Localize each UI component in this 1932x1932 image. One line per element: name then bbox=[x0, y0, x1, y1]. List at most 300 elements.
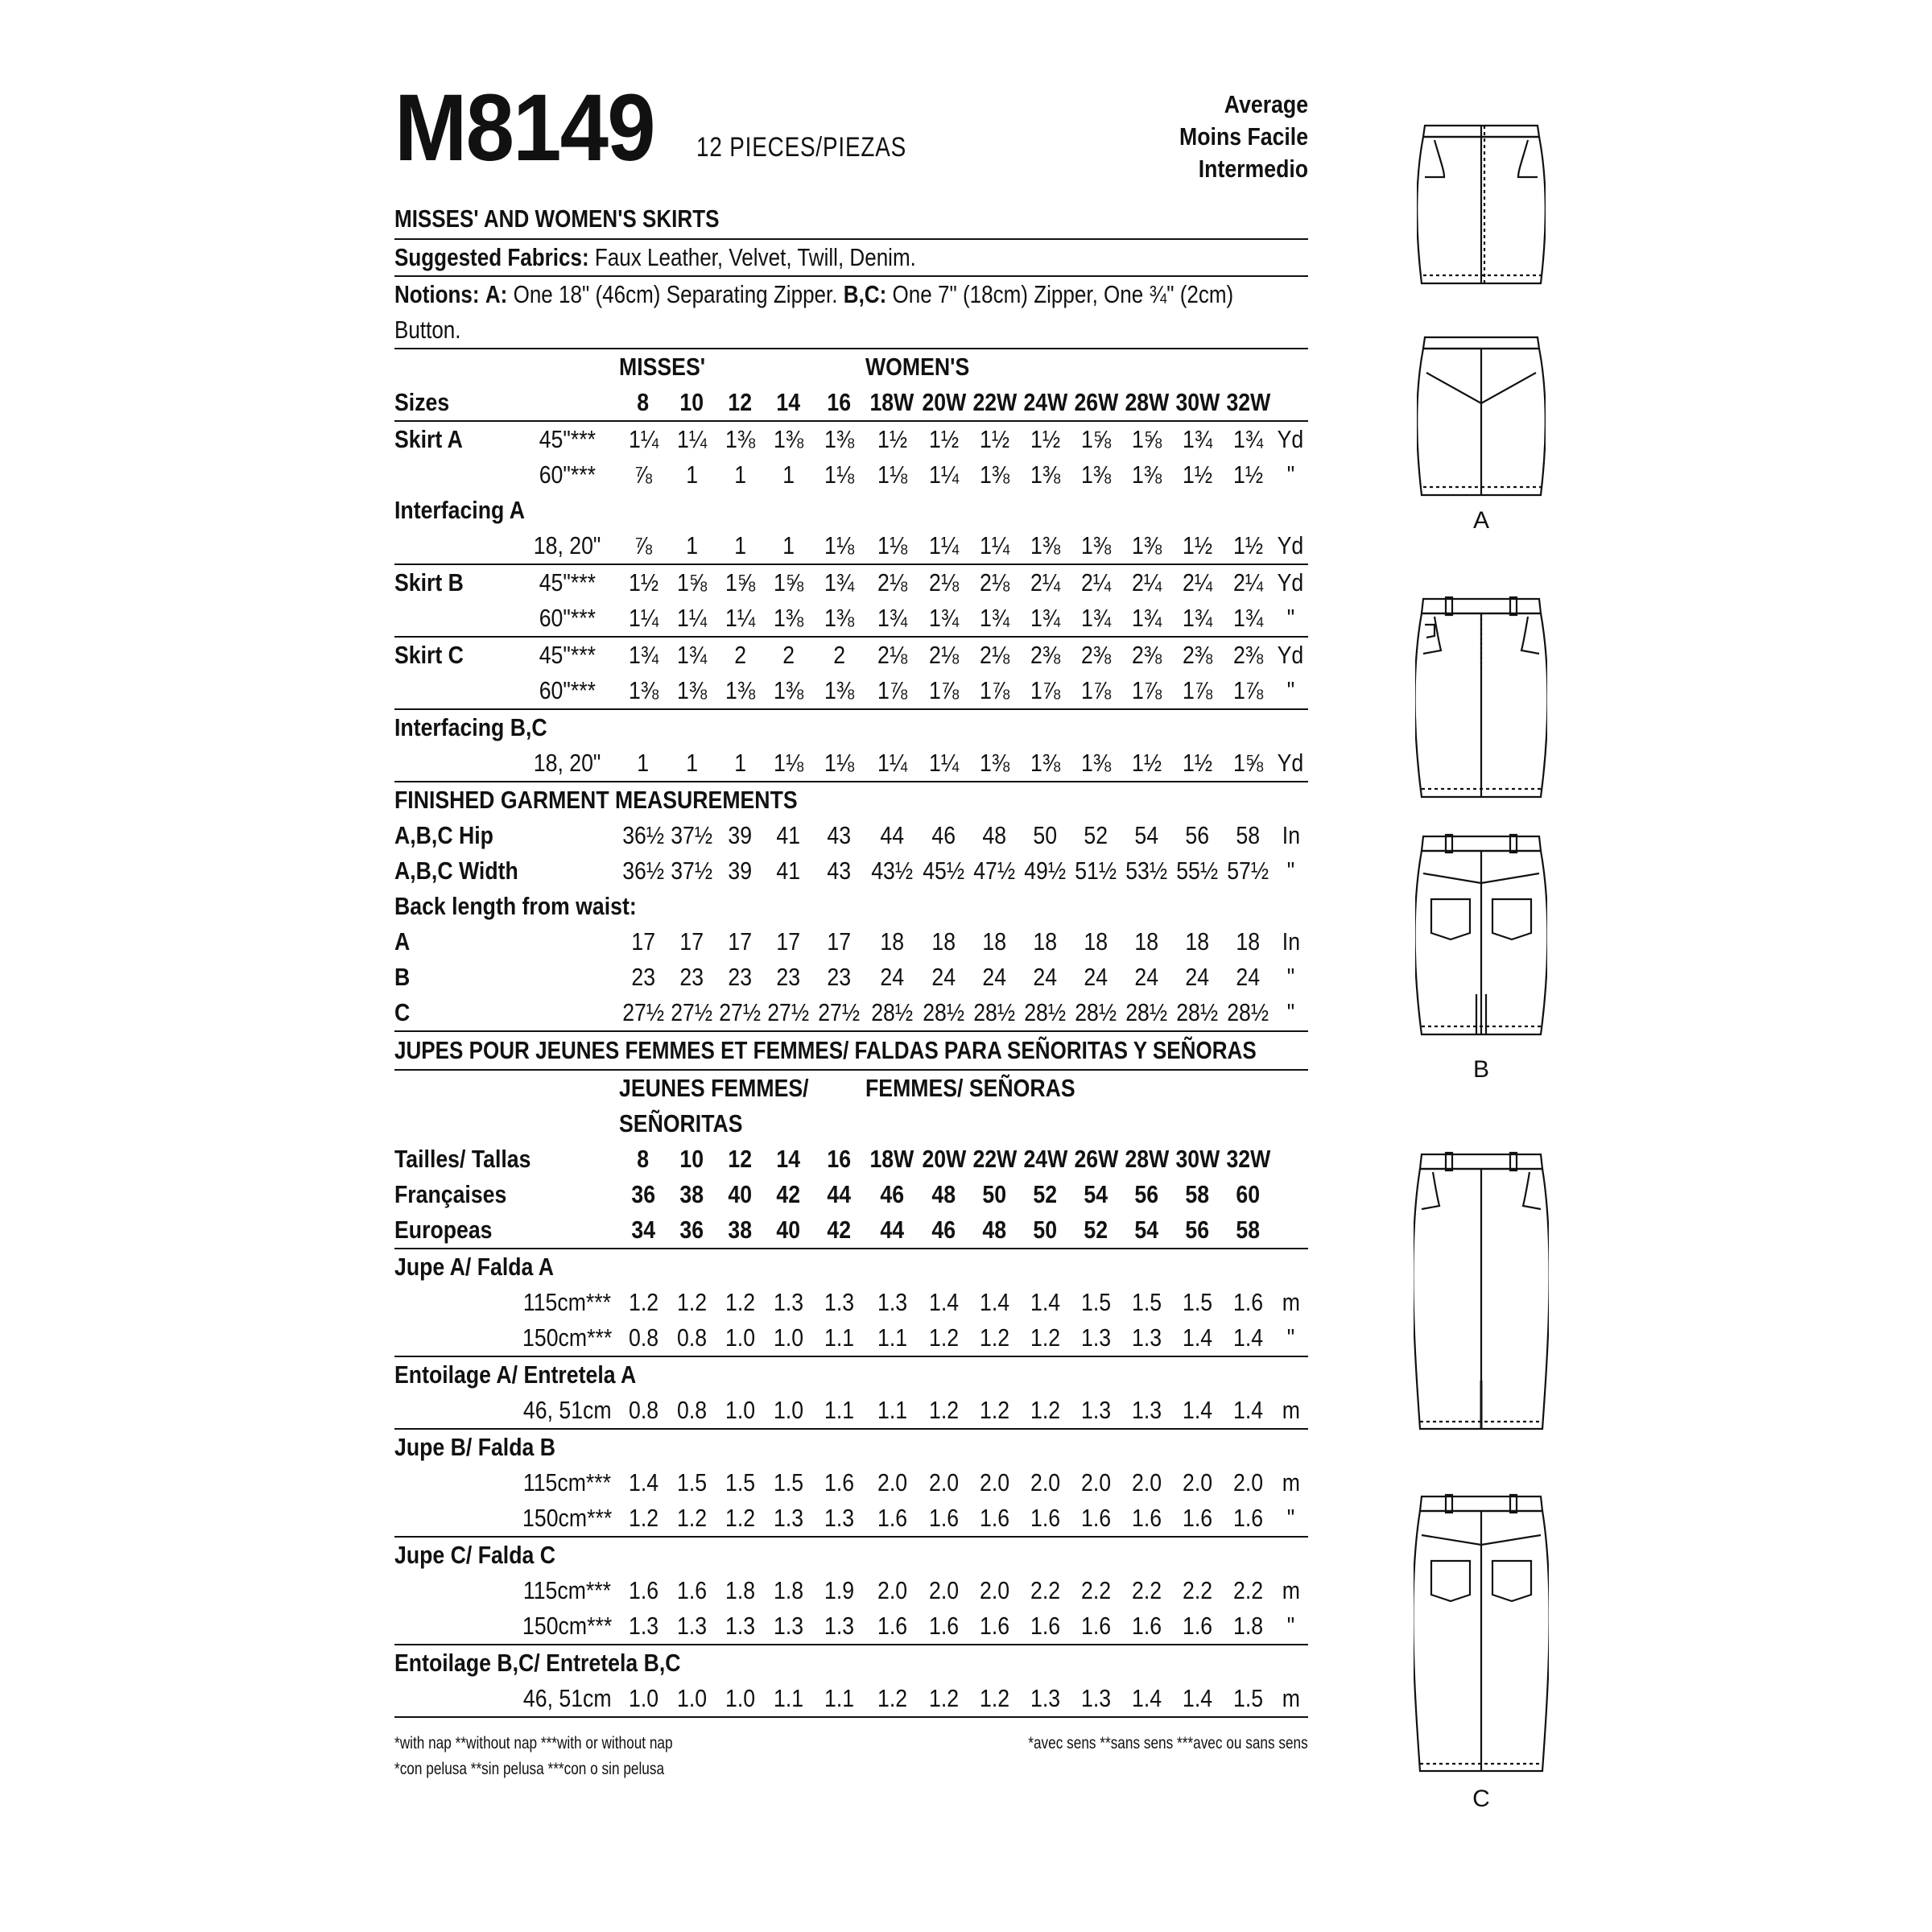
yardage-cell: 1.4 bbox=[929, 1288, 960, 1316]
yardage-cell: 1.8 bbox=[1223, 1608, 1274, 1645]
metric-yardage-row bbox=[394, 1573, 1308, 1608]
yardage-cell: 1¾ bbox=[865, 601, 919, 637]
yardage-cell: 1¾ bbox=[1071, 601, 1121, 637]
measurement-cell: 17 bbox=[631, 927, 655, 956]
yardage-cell: 1½ bbox=[877, 425, 907, 453]
yardage-cell: 1.6 bbox=[1020, 1608, 1071, 1645]
yardage-cell bbox=[764, 709, 812, 745]
yardage-cell bbox=[919, 493, 969, 528]
unit-cell: m bbox=[1282, 1576, 1300, 1604]
yardage-cell: 1.0 bbox=[764, 1393, 812, 1429]
yardage-cell bbox=[667, 493, 716, 528]
unit-cell: " bbox=[1274, 995, 1308, 1031]
yardage-cell bbox=[969, 709, 1020, 745]
yardage-cell: 1.3 bbox=[1121, 1393, 1172, 1429]
measurement-cell: 28½ bbox=[1121, 995, 1172, 1031]
yardage-cell: 1.1 bbox=[764, 1681, 812, 1717]
yardage-cell: 1¼ bbox=[716, 601, 764, 637]
size-cell: 58 bbox=[1185, 1180, 1210, 1208]
femmes-group-label: FEMMES/ SEÑORAS bbox=[865, 1074, 1076, 1102]
measurement-label: A bbox=[394, 927, 411, 956]
yardage-cell: 1½ bbox=[628, 568, 658, 597]
unit-cell: In bbox=[1282, 927, 1300, 956]
yardage-cell: 1½ bbox=[1232, 460, 1263, 489]
yardage-cell bbox=[619, 709, 667, 745]
yardage-cell: 1.2 bbox=[628, 1288, 658, 1316]
yardage-cell: 2.0 bbox=[1131, 1468, 1162, 1496]
unit-cell: " bbox=[1274, 673, 1308, 709]
unit-cell: Yd bbox=[1274, 745, 1308, 782]
unit-cell: " bbox=[1286, 857, 1295, 885]
fabric-width: 46, 51cm bbox=[515, 1681, 619, 1717]
yardage-cell: 1⅜ bbox=[1080, 460, 1112, 489]
yardage-cell: 1.0 bbox=[716, 1393, 764, 1429]
size-cell: 42 bbox=[812, 1212, 865, 1249]
measurement-cell: 57½ bbox=[1227, 857, 1269, 885]
yardage-cell: 1.5 bbox=[1223, 1681, 1274, 1717]
unit-cell: " bbox=[1274, 601, 1308, 637]
yardage-cell: 1.3 bbox=[812, 1501, 865, 1537]
yardage-cell: 1¼ bbox=[667, 601, 716, 637]
yardage-cell bbox=[969, 493, 1020, 528]
finished-measurements-title: FINISHED GARMENT MEASUREMENTS bbox=[394, 786, 798, 814]
yardage-cell: 1⅜ bbox=[764, 601, 812, 637]
yardage-cell: 1¾ bbox=[1172, 601, 1223, 637]
yardage-cell: 1 bbox=[667, 745, 716, 782]
measurement-label: A,B,C Width bbox=[394, 857, 518, 885]
garment-title: MISSES' AND WOMEN'S SKIRTS bbox=[394, 201, 1308, 240]
yardage-cell: 1.6 bbox=[1223, 1501, 1274, 1537]
yardage-cell: 1.8 bbox=[773, 1576, 803, 1604]
size-cell: 44 bbox=[865, 1212, 919, 1249]
measurement-cell: 41 bbox=[776, 857, 801, 885]
yardage-cell: 1 bbox=[764, 528, 812, 564]
measurement-cell bbox=[1020, 889, 1071, 924]
yardage-cell: 1.0 bbox=[716, 1320, 764, 1356]
yardage-cell: 1.3 bbox=[1121, 1320, 1172, 1356]
header bbox=[394, 75, 1308, 201]
measurement-cell: 55½ bbox=[1176, 857, 1219, 885]
yardage-cell: 1.3 bbox=[764, 1608, 812, 1645]
yardage-cell: 1¾ bbox=[628, 641, 658, 669]
yardage-cell: 1.4 bbox=[1172, 1320, 1223, 1356]
yardage-cell: 1.1 bbox=[865, 1393, 919, 1429]
fabric-width: 150cm*** bbox=[515, 1320, 619, 1356]
measurement-cell: 23 bbox=[728, 963, 753, 991]
yardage-label: Skirt C bbox=[394, 641, 464, 669]
yardage-cell: 1¾ bbox=[676, 641, 707, 669]
size-cell: 60 bbox=[1236, 1180, 1261, 1208]
yardage-cell: 1.3 bbox=[1020, 1681, 1071, 1717]
yardage-cell: 1 bbox=[716, 745, 764, 782]
yardage-cell: 1⅜ bbox=[716, 673, 764, 709]
measurement-cell: 37½ bbox=[671, 857, 713, 885]
sizes-row bbox=[394, 385, 1308, 421]
metric-fabric-title: Jupe B/ Falda B bbox=[394, 1433, 555, 1461]
yardage-cell: 1¼ bbox=[619, 601, 667, 637]
size-cell: 38 bbox=[679, 1180, 704, 1208]
size-cell: 10 bbox=[679, 1145, 704, 1173]
yardage-label: Interfacing B,C bbox=[394, 713, 547, 741]
yardage-cell bbox=[919, 709, 969, 745]
fabric-width: 60"*** bbox=[515, 673, 619, 709]
yardage-cell: ⅞ bbox=[634, 460, 653, 489]
measurement-cell: 18 bbox=[880, 927, 905, 956]
measurement-cell: 28½ bbox=[1223, 995, 1274, 1031]
size-cell: 48 bbox=[969, 1212, 1020, 1249]
yardage-cell bbox=[1172, 493, 1223, 528]
unit-cell: m bbox=[1274, 1681, 1308, 1717]
size-cell: 56 bbox=[1172, 1212, 1223, 1249]
measurement-cell: 24 bbox=[1033, 963, 1058, 991]
footnotes bbox=[394, 1731, 1308, 1795]
measurement-cell: 17 bbox=[827, 927, 852, 956]
measurement-label: C bbox=[394, 995, 619, 1031]
size-cell: 30W bbox=[1175, 1145, 1220, 1173]
measurement-cell: 36½ bbox=[622, 857, 665, 885]
size-cell: 58 bbox=[1223, 1212, 1274, 1249]
yardage-cell: 1⅞ bbox=[1071, 673, 1121, 709]
yardage-cell: 1 bbox=[619, 745, 667, 782]
yardage-cell: 2.2 bbox=[1182, 1576, 1212, 1604]
size-cell: 24W bbox=[1023, 1145, 1068, 1173]
yardage-cell: 1.4 bbox=[628, 1468, 658, 1496]
yardage-cell: 1.2 bbox=[969, 1681, 1020, 1717]
yardage-cell: 1⅞ bbox=[865, 673, 919, 709]
yardage-cell: 1.2 bbox=[724, 1288, 755, 1316]
measurement-cell: 18 bbox=[1236, 927, 1261, 956]
size-cell: 42 bbox=[776, 1180, 801, 1208]
size-cell: 32W bbox=[1226, 1145, 1271, 1173]
yardage-cell: 1⅛ bbox=[812, 528, 865, 564]
measurement-cell: 46 bbox=[931, 821, 956, 849]
yardage-cell: 1.6 bbox=[919, 1608, 969, 1645]
yardage-cell: 1.5 bbox=[724, 1468, 755, 1496]
size-cell: 26W bbox=[1071, 385, 1121, 421]
yardage-cell bbox=[1020, 493, 1071, 528]
metric-yardage-row bbox=[394, 1501, 1308, 1537]
unit-cell: Yd bbox=[1278, 641, 1304, 669]
unit-cell: m bbox=[1282, 1468, 1300, 1496]
senoritas-group-label: SEÑORITAS bbox=[619, 1109, 743, 1137]
yardage-cell: 1.5 bbox=[676, 1468, 707, 1496]
yardage-cell: 1⅞ bbox=[1223, 673, 1274, 709]
measurement-cell: 28½ bbox=[969, 995, 1020, 1031]
yardage-cell: 1.3 bbox=[667, 1608, 716, 1645]
measurement-cell bbox=[812, 889, 865, 924]
size-cell: 54 bbox=[1084, 1180, 1108, 1208]
yardage-row bbox=[394, 528, 1308, 564]
size-cell: 20W bbox=[919, 385, 969, 421]
yardage-cell: 0.8 bbox=[619, 1320, 667, 1356]
unit-cell: " bbox=[1274, 1320, 1308, 1356]
yardage-cell: 1.2 bbox=[667, 1501, 716, 1537]
suggested-fabrics: Suggested Fabrics: Faux Leather, Velvet, Twill, Denim. bbox=[394, 240, 1308, 277]
metric-size-label: Françaises bbox=[394, 1180, 507, 1208]
yardage-cell: 2.2 bbox=[1232, 1576, 1263, 1604]
yardage-cell: 1½ bbox=[1030, 425, 1061, 453]
yardage-cell: 2⅛ bbox=[929, 568, 960, 597]
yardage-cell: 1⅜ bbox=[1020, 528, 1071, 564]
yardage-cell: 1½ bbox=[980, 425, 1010, 453]
difficulty-en: Average bbox=[1224, 90, 1308, 118]
yardage-cell: 1 bbox=[782, 460, 795, 489]
yardage-table bbox=[394, 349, 1308, 1032]
yardage-cell bbox=[1020, 709, 1071, 745]
yardage-cell bbox=[667, 709, 716, 745]
yardage-cell bbox=[812, 709, 865, 745]
jeunes-group-label: JEUNES FEMMES/ bbox=[619, 1074, 809, 1102]
skirt-a-back-drawing bbox=[1417, 334, 1546, 503]
yardage-label bbox=[394, 673, 515, 709]
sizes-label: Sizes bbox=[394, 385, 619, 421]
yardage-cell: 1⅜ bbox=[1121, 528, 1172, 564]
yardage-cell: 1.3 bbox=[773, 1288, 803, 1316]
metric-fabric-title: Jupe A/ Falda A bbox=[394, 1253, 555, 1281]
yardage-cell: 1.6 bbox=[1172, 1608, 1223, 1645]
skirt-a-front-drawing bbox=[1417, 122, 1546, 291]
yardage-cell: 1.8 bbox=[724, 1576, 755, 1604]
yardage-cell bbox=[619, 493, 667, 528]
metric-size-label: Europeas bbox=[394, 1212, 619, 1249]
fabric-width: 115cm*** bbox=[523, 1576, 612, 1604]
unit-cell: m bbox=[1282, 1288, 1300, 1316]
yardage-cell: 1⅜ bbox=[812, 673, 865, 709]
size-cell: 26W bbox=[1074, 1145, 1119, 1173]
measurement-cell: 39 bbox=[728, 857, 753, 885]
size-cell: 36 bbox=[631, 1180, 655, 1208]
measurement-cell: 28½ bbox=[1071, 995, 1121, 1031]
yardage-cell: 1.2 bbox=[1020, 1393, 1071, 1429]
size-cell: 8 bbox=[619, 385, 667, 421]
yardage-cell: 1⅝ bbox=[676, 568, 707, 597]
size-cell: 56 bbox=[1134, 1180, 1159, 1208]
size-cell: 14 bbox=[764, 385, 812, 421]
yardage-cell: 1.3 bbox=[716, 1608, 764, 1645]
yardage-cell: 1.6 bbox=[1071, 1608, 1121, 1645]
size-cell: 52 bbox=[1033, 1180, 1058, 1208]
size-cell: 24W bbox=[1020, 385, 1071, 421]
metric-fabric-title: Entoilage B,C/ Entretela B,C bbox=[394, 1649, 681, 1677]
yardage-cell: 2.0 bbox=[877, 1468, 907, 1496]
yardage-cell: 2.0 bbox=[1080, 1468, 1112, 1496]
yardage-cell: 1.0 bbox=[764, 1320, 812, 1356]
yardage-row bbox=[394, 457, 1308, 493]
unit-cell: m bbox=[1274, 1393, 1308, 1429]
yardage-cell: 1.6 bbox=[1071, 1501, 1121, 1537]
measurement-cell: 27½ bbox=[667, 995, 716, 1031]
yardage-cell: 1.3 bbox=[764, 1501, 812, 1537]
yardage-cell: 1⅜ bbox=[1071, 528, 1121, 564]
measurement-cell: 39 bbox=[728, 821, 753, 849]
yardage-label bbox=[394, 601, 515, 637]
yardage-cell: 1⅝ bbox=[1080, 425, 1112, 453]
yardage-cell: 1.4 bbox=[1172, 1393, 1223, 1429]
measurement-cell: 17 bbox=[728, 927, 753, 956]
measurement-label: B bbox=[394, 963, 411, 991]
pattern-code: M8149 bbox=[394, 75, 654, 181]
yardage-cell: 1½ bbox=[1172, 528, 1223, 564]
yardage-cell: 1.2 bbox=[1020, 1320, 1071, 1356]
yardage-cell: 2⅛ bbox=[980, 641, 1010, 669]
yardage-cell: 2⅛ bbox=[877, 568, 907, 597]
unit-cell bbox=[1274, 889, 1308, 924]
yardage-cell: 1.2 bbox=[919, 1393, 969, 1429]
yardage-cell: 1⅝ bbox=[724, 568, 755, 597]
measurement-row bbox=[394, 924, 1308, 960]
yardage-cell: 2.2 bbox=[1131, 1576, 1162, 1604]
yardage-cell: 1.6 bbox=[919, 1501, 969, 1537]
measurement-cell: 24 bbox=[1134, 963, 1159, 991]
measurement-label: A,B,C Hip bbox=[394, 821, 493, 849]
size-cell: 40 bbox=[728, 1180, 753, 1208]
measurement-cell bbox=[667, 889, 716, 924]
yardage-cell: 1⅜ bbox=[667, 673, 716, 709]
unit-cell: " bbox=[1286, 460, 1295, 489]
yardage-cell: 1⅝ bbox=[1131, 425, 1162, 453]
yardage-cell: 2.2 bbox=[1080, 1576, 1112, 1604]
size-cell: 8 bbox=[637, 1145, 650, 1173]
metric-size-label: Tailles/ Tallas bbox=[394, 1145, 531, 1173]
measurement-cell: 27½ bbox=[812, 995, 865, 1031]
size-cell: 22W bbox=[972, 1145, 1018, 1173]
measurement-cell: 24 bbox=[880, 963, 905, 991]
measurement-cell: 27½ bbox=[619, 995, 667, 1031]
metric-group-title-row bbox=[394, 1249, 1308, 1285]
yardage-cell: 1⅞ bbox=[1020, 673, 1071, 709]
yardage-cell: 2¼ bbox=[1080, 568, 1112, 597]
yardage-row bbox=[394, 673, 1308, 709]
skirt-b-front-drawing bbox=[1415, 596, 1547, 805]
notions: Notions: A: One 18" (46cm) Separating Zipper. B,C: One 7" (18cm) Zipper, One ¾" (2cm) bbox=[394, 280, 1234, 308]
yardage-cell: 1.5 bbox=[1080, 1288, 1112, 1316]
measurement-cell: 23 bbox=[631, 963, 655, 991]
measurement-cell: 48 bbox=[982, 821, 1007, 849]
yardage-cell: 1.6 bbox=[824, 1468, 854, 1496]
yardage-label: Skirt B bbox=[394, 568, 464, 597]
yardage-cell: 1⅜ bbox=[773, 425, 803, 453]
yardage-cell: 1⅞ bbox=[919, 673, 969, 709]
size-cell: 22W bbox=[969, 385, 1020, 421]
yardage-cell: 1¾ bbox=[824, 568, 854, 597]
measurement-cell: 27½ bbox=[764, 995, 812, 1031]
yardage-cell: ⅞ bbox=[619, 528, 667, 564]
unit-cell: Yd bbox=[1278, 425, 1304, 453]
metric-yardage-row bbox=[394, 1465, 1308, 1501]
yardage-row bbox=[394, 421, 1308, 457]
yardage-cell: 1¾ bbox=[1223, 601, 1274, 637]
fabric-width: 45"*** bbox=[539, 568, 596, 597]
measurement-cell: 18 bbox=[1033, 927, 1058, 956]
size-cell: 12 bbox=[728, 1145, 753, 1173]
unit-cell: " bbox=[1286, 963, 1295, 991]
yardage-cell: 2.0 bbox=[877, 1576, 907, 1604]
size-cell: 46 bbox=[880, 1180, 905, 1208]
yardage-cell: 1¼ bbox=[628, 425, 658, 453]
yardage-cell: 1.2 bbox=[919, 1320, 969, 1356]
measurement-cell: 24 bbox=[931, 963, 956, 991]
yardage-cell: 1⅜ bbox=[812, 601, 865, 637]
size-cell: 14 bbox=[776, 1145, 801, 1173]
metric-group-title-row bbox=[394, 1429, 1308, 1465]
metric-yardage-row bbox=[394, 1393, 1308, 1429]
yardage-cell: 1¼ bbox=[676, 425, 707, 453]
size-cell: 38 bbox=[716, 1212, 764, 1249]
fabric-width: 150cm*** bbox=[515, 1501, 619, 1537]
fabric-width: 150cm*** bbox=[515, 1608, 619, 1645]
size-cell: 36 bbox=[667, 1212, 716, 1249]
skirt-c-back-drawing bbox=[1414, 1493, 1549, 1779]
size-cell: 44 bbox=[827, 1180, 852, 1208]
measurement-cell: 17 bbox=[776, 927, 801, 956]
yardage-cell: 1¾ bbox=[1020, 601, 1071, 637]
size-cell: 20W bbox=[922, 1145, 967, 1173]
measurement-cell: 50 bbox=[1033, 821, 1058, 849]
size-cell: 28W bbox=[1125, 1145, 1170, 1173]
yardage-cell: 2 bbox=[832, 641, 845, 669]
yardage-cell: 1¾ bbox=[1232, 425, 1263, 453]
size-cell: 10 bbox=[667, 385, 716, 421]
metric-size-row bbox=[394, 1141, 1308, 1177]
yardage-cell: 1.3 bbox=[619, 1608, 667, 1645]
yardage-cell: 1.4 bbox=[1030, 1288, 1061, 1316]
yardage-cell: 1.6 bbox=[676, 1576, 707, 1604]
measurement-cell: 53½ bbox=[1125, 857, 1168, 885]
metric-yardage-table bbox=[394, 1071, 1308, 1718]
misses-group-label: MISSES' bbox=[619, 353, 706, 381]
fabric-width: 46, 51cm bbox=[515, 1393, 619, 1429]
measurement-cell: 28½ bbox=[1020, 995, 1071, 1031]
yardage-cell: 1¼ bbox=[919, 745, 969, 782]
measurement-cell: 51½ bbox=[1075, 857, 1117, 885]
yardage-cell bbox=[716, 493, 764, 528]
measurement-cell: 18 bbox=[1134, 927, 1159, 956]
fabric-width: 45"*** bbox=[539, 641, 596, 669]
measurement-cell: 43 bbox=[827, 821, 852, 849]
measurement-cell: 37½ bbox=[671, 821, 713, 849]
yardage-cell: 1⅜ bbox=[1020, 745, 1071, 782]
measurement-cell: 28½ bbox=[865, 995, 919, 1031]
measurement-cell: 28½ bbox=[919, 995, 969, 1031]
yardage-cell: 1.3 bbox=[877, 1288, 907, 1316]
measurement-label: Back length from waist: bbox=[394, 892, 637, 920]
yardage-cell: 2⅛ bbox=[980, 568, 1010, 597]
yardage-cell: 1.4 bbox=[1172, 1681, 1223, 1717]
metric-group-title-row bbox=[394, 1356, 1308, 1393]
unit-cell: In bbox=[1282, 821, 1300, 849]
measurement-cell: 17 bbox=[679, 927, 704, 956]
yardage-cell bbox=[865, 709, 919, 745]
yardage-cell: 1 bbox=[667, 528, 716, 564]
yardage-row bbox=[394, 745, 1308, 782]
fabric-width: 18, 20" bbox=[515, 528, 619, 564]
unit-cell: " bbox=[1274, 1501, 1308, 1537]
view-a-label: A bbox=[1472, 507, 1489, 534]
yardage-cell: 1.4 bbox=[1223, 1393, 1274, 1429]
yardage-cell: 1¾ bbox=[1182, 425, 1212, 453]
yardage-cell: 1⅞ bbox=[1121, 673, 1172, 709]
metric-title: JUPES POUR JEUNES FEMMES ET FEMMES/ FALDAS PARA SEÑORITAS Y SEÑORAS bbox=[394, 1032, 1308, 1071]
view-b-label: B bbox=[1472, 1056, 1489, 1083]
metric-group-header-2 bbox=[394, 1106, 1308, 1141]
measurement-cell: 18 bbox=[982, 927, 1007, 956]
measurement-row bbox=[394, 818, 1308, 853]
yardage-cell: 1¼ bbox=[865, 745, 919, 782]
size-cell: 46 bbox=[919, 1212, 969, 1249]
yardage-row bbox=[394, 637, 1308, 673]
yardage-cell: 1⅜ bbox=[764, 673, 812, 709]
yardage-cell: 1.6 bbox=[1020, 1501, 1071, 1537]
